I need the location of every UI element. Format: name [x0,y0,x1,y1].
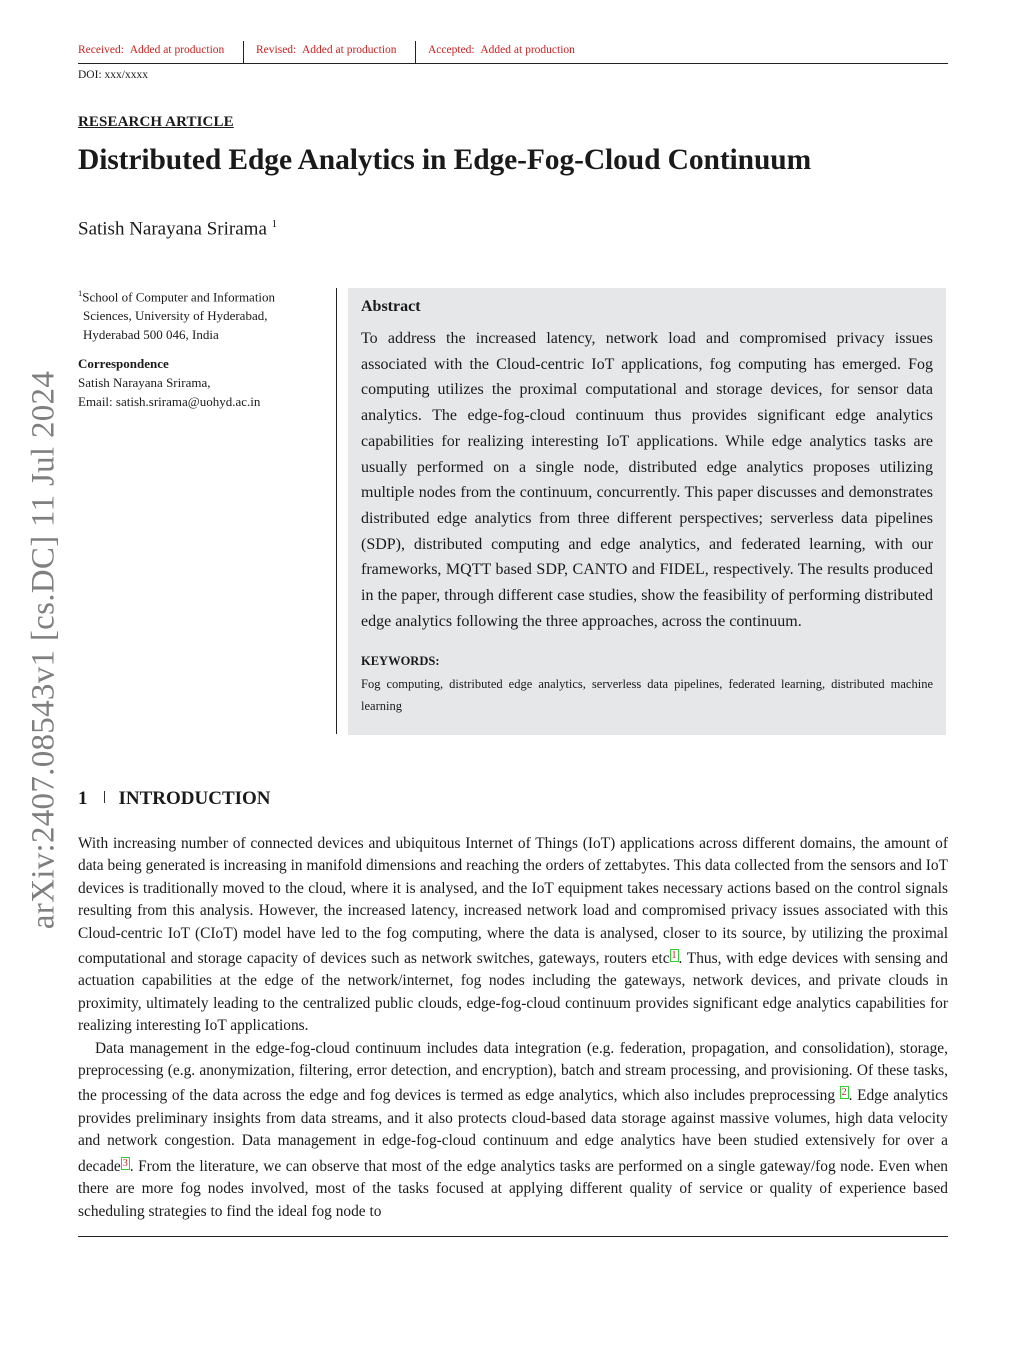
revised-label: Revised: [256,44,297,56]
correspondence-heading: Correspondence [78,356,169,371]
correspondence [78,354,318,411]
received-value: Added at production [129,44,225,56]
header-divider [243,41,244,63]
affiliation-line-1: School of Computer and Information [82,289,276,305]
section-heading-divider [104,791,105,803]
footer-rule [78,1236,948,1237]
abstract-text: To address the increased latency, network load and compromised privacy issues associated with the Cloud-centric IoT applications, fog computing has emerged. Fog computing utilizes the proximal computational and storage devices, for sensor data analytics. The edge-fog-cloud continuum thus provides significant edge analytics capabilities for realizing interesting IoT applications. While edge analytics tasks are usually performed on a single node, distributed edge analytics proposes utilizing multiple nodes from the continuum, concurrently. This paper discusses and demonstrates distributed edge analytics from three different perspectives; serverless data pipelines (SDP), distributed computing and edge analytics, and federated learning, with our frameworks, MQTT based SDP, CANTO and FIDEL, respectively. The results produced in the paper, through different case studies, show the feasibility of performing distributed edge analytics following the three approaches, across the continuum. [361,330,933,630]
section-title: INTRODUCTION [118,788,271,809]
header-divider [415,41,416,63]
paragraph-2-text: Data management in the edge-fog-cloud continuum includes data integration (e.g. federation, propagation, and consolidation), storage, preprocessing (e.g. anonymization, filtering, error detection, and encryption), batch and stream processing, and provisioning. Of these tasks, the processing of the data across the edge and fog devices is termed as edge analytics, which also includes preprocessing [78,1039,948,1105]
accepted-value: Added at production [480,44,575,56]
affiliation [78,284,318,344]
section-heading [78,788,271,810]
author-affiliation-mark: 1 [271,218,278,230]
arxiv-identifier: arXiv:2407.08543v1 [cs.DC] 11 Jul 2024 [25,370,62,930]
citation-link[interactable]: 3 [122,1157,128,1169]
paragraph-2-text-continued: . Edge analytics provides preliminary insights from data streams, and it also protects cloud-based data storage against massive volumes, high data velocity and network congestion. Data management in edge-fog-cloud continuum and edge analytics have been studied extensively for over a decade [78,1087,948,1175]
header-rule [78,63,948,64]
section-number: 1 [78,788,88,809]
author-line [78,218,277,240]
revised-value: Added at production [302,44,397,56]
paragraph-1-text-continued: . Thus, with edge devices with sensing and actuation capabilities at the edge of the network/internet, fog nodes including the gateways, network devices, and private clouds in proximity, ultimately leading to the centralized public clouds, edge-fog-cloud continuum provides significant edge analytics capabilities for realizing interesting IoT applications. [78,950,948,1035]
keywords-text: Fog computing, distributed edge analytics, serverless data pipelines, federated learning, distributed machine learning [361,677,933,713]
received-date [78,44,224,56]
abstract-heading: Abstract [361,298,421,315]
received-label: Received: [78,44,124,56]
correspondence-name: Satish Narayana Srirama, [78,375,211,390]
paragraph-1 [78,833,948,1038]
paragraph-2-text-end: . From the literature, we can observe that most of the edge analytics tasks are performed on a single gateway/fog node. Even when there are more fog nodes involved, most of the tasks focused at applying different quality of service or quality of experience based scheduling strategies to find the ideal fog node to [78,1157,948,1220]
keywords-heading: KEYWORDS: [361,654,440,668]
paper-title: Distributed Edge Analytics in Edge-Fog-Cloud Continuum [78,144,812,176]
body-text [78,833,948,1223]
revised-date [256,44,397,56]
article-type: RESEARCH ARTICLE [78,114,234,130]
paragraph-2 [78,1038,948,1223]
accepted-label: Accepted: [428,44,475,56]
affiliation-line-2: Sciences, University of Hyderabad, [83,308,268,324]
accepted-date [428,44,575,56]
affiliation-mark: 1 [78,288,83,298]
citation-link[interactable]: 2 [841,1087,847,1099]
paragraph-1-text: With increasing number of connected devices and ubiquitous Internet of Things (IoT) applications across different domains, the amount of data being generated is increasing in manifold dimensions and reaching the orders of zettabytes. This data collected from the sensors and IoT devices is traditionally moved to the cloud, where it is analysed, and the IoT equipment takes necessary actions based on the control signals resulting from this analysis. However, the increased latency, increased network load and compromised privacy issues associated with this Cloud-centric IoT (CIoT) model have led to the fog computing, where the data is analysed, closer to its source, by utilizing the proximal computational and storage capacity of devices such as network switches, gateways, routers etc [78,835,948,968]
correspondence-email: Email: satish.srirama@uohyd.ac.in [78,394,261,409]
column-divider [336,288,337,734]
publication-dates-row [78,44,948,62]
author-name: Satish Narayana Srirama [78,218,267,240]
affiliation-line-3: Hyderabad 500 046, India [83,327,219,343]
doi: DOI: xxx/xxxx [78,69,148,81]
citation-link[interactable]: 1 [671,950,677,962]
